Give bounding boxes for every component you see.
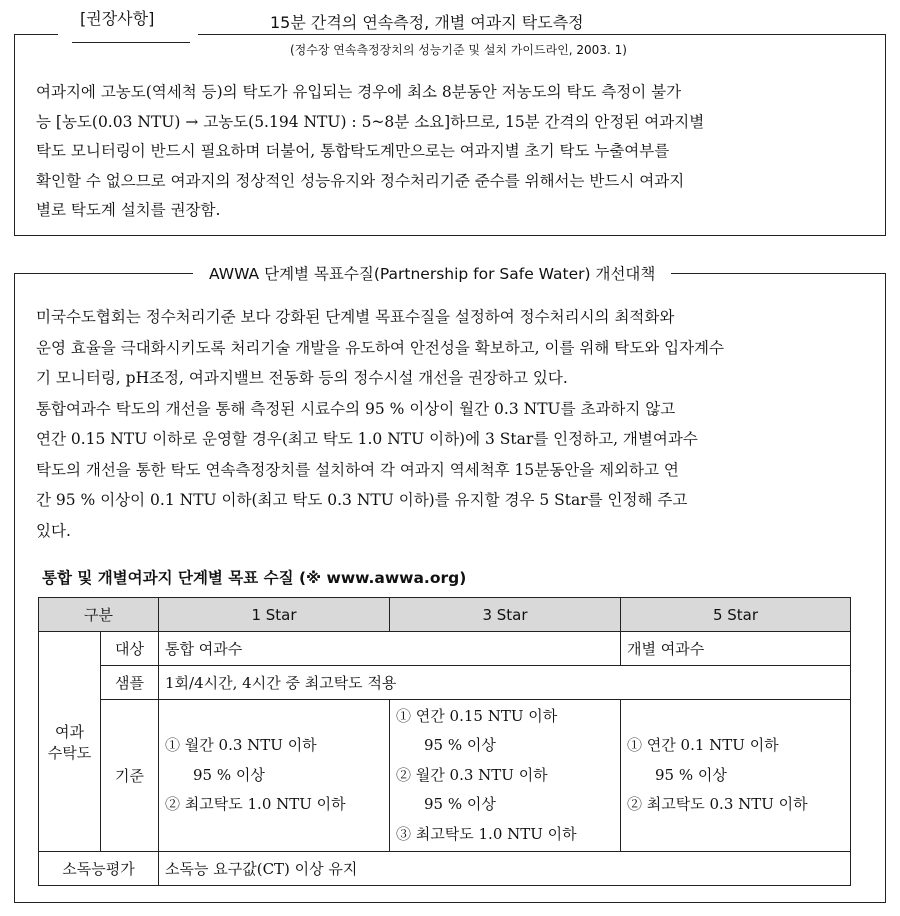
body-line: 간 95 % 이상이 0.1 NTU 이하(최고 탁도 0.3 NTU 이하)를 유지할 경우 5 Star를 인정해 주고	[36, 491, 688, 509]
table-header-row	[39, 598, 851, 632]
body-line: 통합여과수 탁도의 개선을 통해 측정된 시료수의 95 % 이상이 월간 0.3 NTU를 초과하지 않고	[36, 399, 676, 418]
group-filtered-turbidity	[39, 632, 101, 852]
table-row-disinfection	[39, 852, 851, 886]
criteria-line: ② 최고탁도 0.3 NTU 이하	[627, 795, 808, 814]
awwa-title: AWWA 단계별 목표수질(Partnership for Safe Water) 개선대책	[193, 262, 671, 284]
target-1-3-star: 통합 여과수	[159, 632, 621, 666]
recommendation-body	[36, 78, 866, 226]
table-caption: 통합 및 개별여과지 단계별 목표 수질 (※ www.awwa.org)	[42, 569, 467, 587]
body-line: 기 모니터링, pH조정, 여과지밸브 전동화 등의 정수시설 개선을 권장하고 있다.	[36, 369, 568, 387]
table-row-criteria	[39, 700, 851, 852]
body-line: 있다.	[36, 521, 71, 540]
body-line: 운영 효율을 극대화시키도록 처리기술 개발을 유도하여 안전성을 확보하고, 이를 위해 탁도와 입자계수	[36, 338, 724, 357]
awwa-body	[36, 302, 866, 546]
row-label-target: 대상	[101, 632, 159, 666]
header-3-star: 3 Star	[390, 598, 621, 632]
recommendation-subtitle: (정수장 연속측정장치의 성능기준 및 설치 가이드라인, 2003. 1)	[290, 43, 627, 57]
group-label-part: 수탁도	[47, 743, 92, 762]
body-line: 탁도 모니터링이 반드시 필요하며 더불어, 통합탁도계만으로는 여과지별 초기 탁도 누출여부를	[36, 142, 670, 160]
criteria-line: 95 % 이상	[424, 795, 496, 814]
criteria-line: ① 월간 0.3 NTU 이하	[165, 736, 317, 755]
header-1-star: 1 Star	[159, 598, 390, 632]
criteria-3-star	[390, 700, 621, 852]
criteria-1-star	[159, 700, 390, 852]
recommendation-tag-text: [권장사항]	[80, 9, 155, 28]
criteria-line: 95 % 이상	[655, 765, 727, 784]
criteria-line: ③ 최고탁도 1.0 NTU 이하	[396, 824, 577, 843]
criteria-line: ① 연간 0.1 NTU 이하	[627, 736, 779, 755]
body-line: 여과지에 고농도(역세척 등)의 탁도가 유입되는 경우에 최소 8분동안 저농도의 탁도 측정이 불가	[36, 83, 682, 101]
header-category: 구분	[39, 598, 159, 632]
header-5-star: 5 Star	[621, 598, 851, 632]
body-line: 별로 탁도계 설치를 권장함.	[36, 201, 221, 219]
row-label-criteria: 기준	[101, 700, 159, 852]
table-row-target	[39, 632, 851, 666]
sample-value: 1회/4시간, 4시간 중 최고탁도 적용	[159, 666, 851, 700]
body-line: 확인할 수 없으므로 여과지의 정상적인 성능유지와 정수처리기준 준수를 위해서는 반드시 여과지	[36, 171, 685, 190]
recommendation-title: 15분 간격의 연속측정, 개별 여과지 탁도측정	[270, 13, 584, 32]
criteria-line: 95 % 이상	[424, 736, 496, 755]
table-row-sample	[39, 666, 851, 700]
criteria-line: ② 최고탁도 1.0 NTU 이하	[165, 795, 346, 814]
group-label	[48, 723, 91, 762]
target-quality-table	[38, 597, 851, 886]
body-line: 미국수도협회는 정수처리기준 보다 강화된 단계별 목표수질을 설정하여 정수처리시의 최적화와	[36, 308, 675, 326]
target-5-star: 개별 여과수	[621, 632, 851, 666]
row-label-disinfection: 소독능평가	[39, 852, 159, 886]
body-line: 능 [농도(0.03 NTU) → 고농도(5.194 NTU) : 5~8분 소요]하므로, 15분 간격의 안정된 여과지별	[36, 112, 705, 131]
row-label-sample: 샘플	[101, 666, 159, 700]
criteria-line: ① 연간 0.15 NTU 이하	[396, 706, 558, 725]
body-line: 탁도의 개선을 통한 탁도 연속측정장치를 설치하여 각 여과지 역세척후 15분동안을 제외하고 연	[36, 460, 679, 479]
criteria-line: ② 월간 0.3 NTU 이하	[396, 765, 548, 784]
criteria-line: 95 % 이상	[193, 765, 265, 784]
recommendation-tag	[58, 6, 198, 44]
disinfection-value: 소독능 요구값(CT) 이상 유지	[159, 852, 851, 886]
group-label-part: 여과	[55, 722, 84, 741]
criteria-5-star	[621, 700, 851, 852]
body-line: 연간 0.15 NTU 이하로 운영할 경우(최고 탁도 1.0 NTU 이하)에 3 Star를 인정하고, 개별여과수	[36, 430, 698, 448]
